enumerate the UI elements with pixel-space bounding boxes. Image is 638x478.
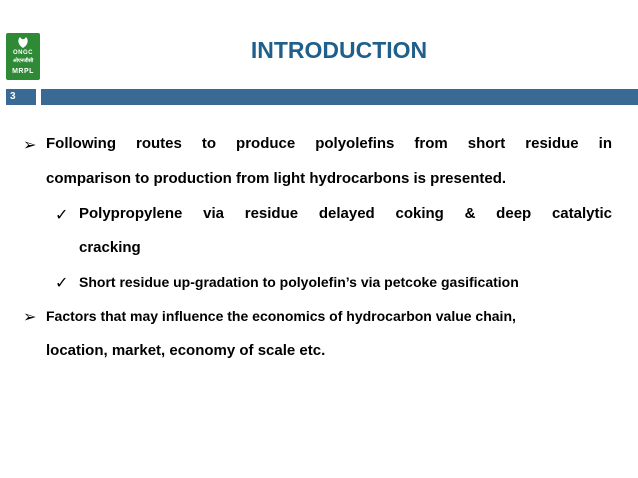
subbullet-2: Short residue up-gradation to polyolefin’s via petcoke gasification	[79, 274, 519, 290]
bullet-1-line-2: comparison to production from light hydrocarbons is presented.	[46, 170, 507, 187]
bullet-2-line-2: location, market, economy of scale etc.	[46, 342, 326, 359]
logo-text-ongc: ONGC	[13, 50, 33, 56]
subbullet-1-line-1: Polypropylene via residue delayed coking & deep catalytic	[79, 205, 612, 222]
logo-text-hindi: ओएनजीसी	[12, 58, 34, 64]
arrow-bullet-icon: ➢	[23, 135, 37, 154]
bullet-2-line-1: Factors that may influence the economics of hydrocarbon value chain,	[46, 308, 516, 324]
slide-number: 3	[6, 89, 36, 105]
check-bullet-icon: ✓	[55, 205, 69, 224]
arrow-bullet-icon: ➢	[23, 307, 37, 326]
slide-title: INTRODUCTION	[250, 37, 428, 63]
logo-text-mrpl: MRPL	[12, 68, 34, 75]
check-bullet-icon: ✓	[55, 273, 69, 292]
bullet-1-line-1: Following routes to produce polyolefins from short residue in	[46, 135, 612, 152]
subbullet-1-line-2: cracking	[79, 239, 141, 256]
